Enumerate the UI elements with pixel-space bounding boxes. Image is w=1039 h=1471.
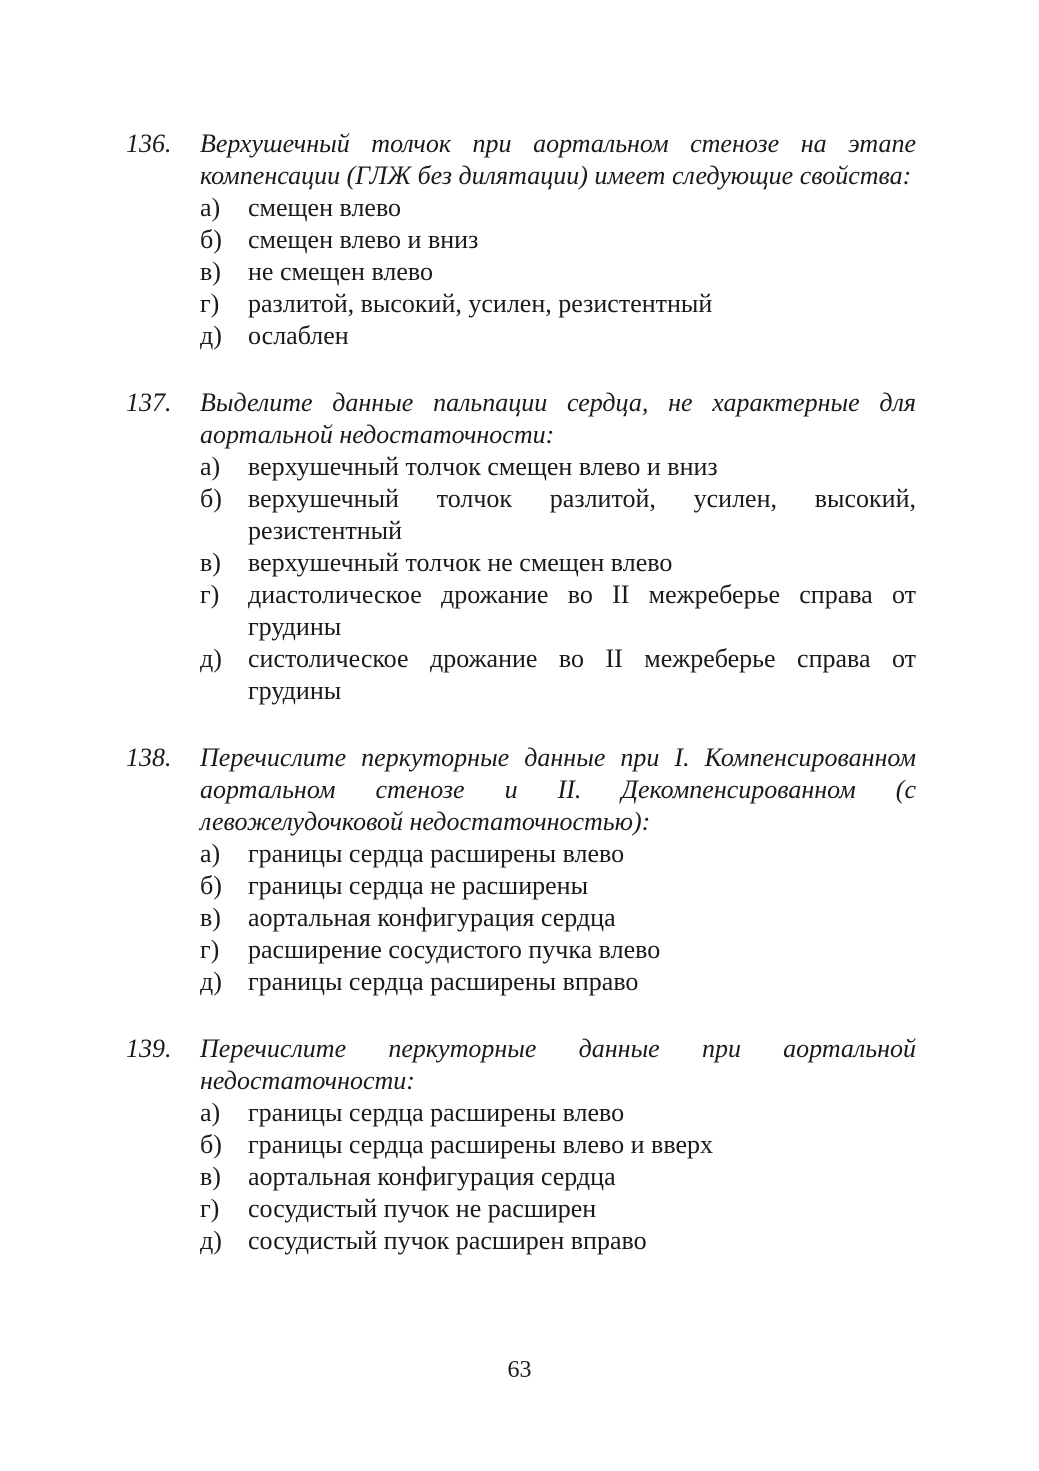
answer-option [126, 451, 916, 483]
option-letter: г) [200, 580, 220, 609]
answer-option [126, 870, 916, 902]
answer-option [126, 643, 916, 707]
answer-option [126, 1193, 916, 1225]
answer-option [126, 1129, 916, 1161]
option-text: верхушечный толчок разлитой, усилен, высокий, резистентный [248, 484, 916, 545]
option-letter: г) [200, 1194, 220, 1223]
option-letter: а) [200, 839, 221, 868]
option-letter: в) [200, 1162, 221, 1191]
option-letter: б) [200, 225, 222, 254]
answer-options [126, 192, 916, 352]
option-text: аортальная конфигурация сердца [248, 903, 616, 932]
question-header [126, 742, 916, 838]
question-number: 138. [126, 743, 172, 772]
option-letter: а) [200, 452, 221, 481]
answer-option [126, 1161, 916, 1193]
option-text: границы сердца не расширены [248, 871, 589, 900]
option-letter: д) [200, 321, 222, 350]
option-text: разлитой, высокий, усилен, резистентный [248, 289, 713, 318]
option-letter: в) [200, 903, 221, 932]
question-138 [126, 742, 916, 998]
answer-option [126, 1097, 916, 1129]
option-letter: г) [200, 935, 220, 964]
option-letter: в) [200, 257, 221, 286]
option-text: верхушечный толчок не смещен влево [248, 548, 673, 577]
option-letter: б) [200, 484, 222, 513]
answer-option [126, 256, 916, 288]
question-136 [126, 128, 916, 352]
option-text: границы сердца расширены влево [248, 1098, 625, 1127]
option-letter: б) [200, 1130, 222, 1159]
answer-options [126, 451, 916, 707]
option-letter: а) [200, 193, 221, 222]
option-letter: д) [200, 967, 222, 996]
answer-option [126, 966, 916, 998]
option-letter: г) [200, 289, 220, 318]
question-text: Перечислите перкуторные данные при аортальной недостаточности: [200, 1034, 916, 1095]
question-list [126, 128, 916, 1292]
option-text: смещен влево и вниз [248, 225, 479, 254]
option-letter: б) [200, 871, 222, 900]
question-number: 137. [126, 388, 172, 417]
question-text: Выделите данные пальпации сердца, не характерные для аортальной недостаточности: [200, 388, 916, 449]
answer-option [126, 224, 916, 256]
option-text: границы сердца расширены влево [248, 839, 625, 868]
option-text: смещен влево [248, 193, 402, 222]
answer-option [126, 192, 916, 224]
answer-option [126, 579, 916, 643]
answer-option [126, 320, 916, 352]
question-number: 136. [126, 129, 172, 158]
question-139 [126, 1033, 916, 1257]
option-text: верхушечный толчок смещен влево и вниз [248, 452, 718, 481]
answer-option [126, 1225, 916, 1257]
option-letter: д) [200, 1226, 222, 1255]
question-text: Верхушечный толчок при аортальном стенозе на этапе компенсации (ГЛЖ без дилятации) имеет следующие свойства: [200, 129, 916, 190]
answer-options [126, 1097, 916, 1257]
answer-option [126, 902, 916, 934]
option-letter: в) [200, 548, 221, 577]
page-number: 63 [507, 1357, 532, 1383]
option-text: не смещен влево [248, 257, 434, 286]
answer-option [126, 483, 916, 547]
question-number: 139. [126, 1034, 172, 1063]
answer-option [126, 934, 916, 966]
question-header [126, 1033, 916, 1097]
option-text: сосудистый пучок не расширен [248, 1194, 597, 1223]
option-text: границы сердца расширены вправо [248, 967, 639, 996]
option-text: аортальная конфигурация сердца [248, 1162, 616, 1191]
option-text: ослаблен [248, 321, 349, 350]
question-header [126, 387, 916, 451]
answer-option [126, 288, 916, 320]
option-text: систолическое дрожание во II межреберье справа от грудины [248, 644, 916, 705]
answer-options [126, 838, 916, 998]
option-letter: д) [200, 644, 222, 673]
option-letter: а) [200, 1098, 221, 1127]
question-text: Перечислите перкуторные данные при I. Компенсированном аортальном стенозе и II. Декомпенсированном (с левожелудочковой недостаточностью): [200, 743, 916, 836]
option-text: сосудистый пучок расширен вправо [248, 1226, 647, 1255]
answer-option [126, 547, 916, 579]
option-text: расширение сосудистого пучка влево [248, 935, 661, 964]
option-text: границы сердца расширены влево и вверх [248, 1130, 713, 1159]
question-137 [126, 387, 916, 707]
answer-option [126, 838, 916, 870]
option-text: диастолическое дрожание во II межреберье справа от грудины [248, 580, 916, 641]
question-header [126, 128, 916, 192]
